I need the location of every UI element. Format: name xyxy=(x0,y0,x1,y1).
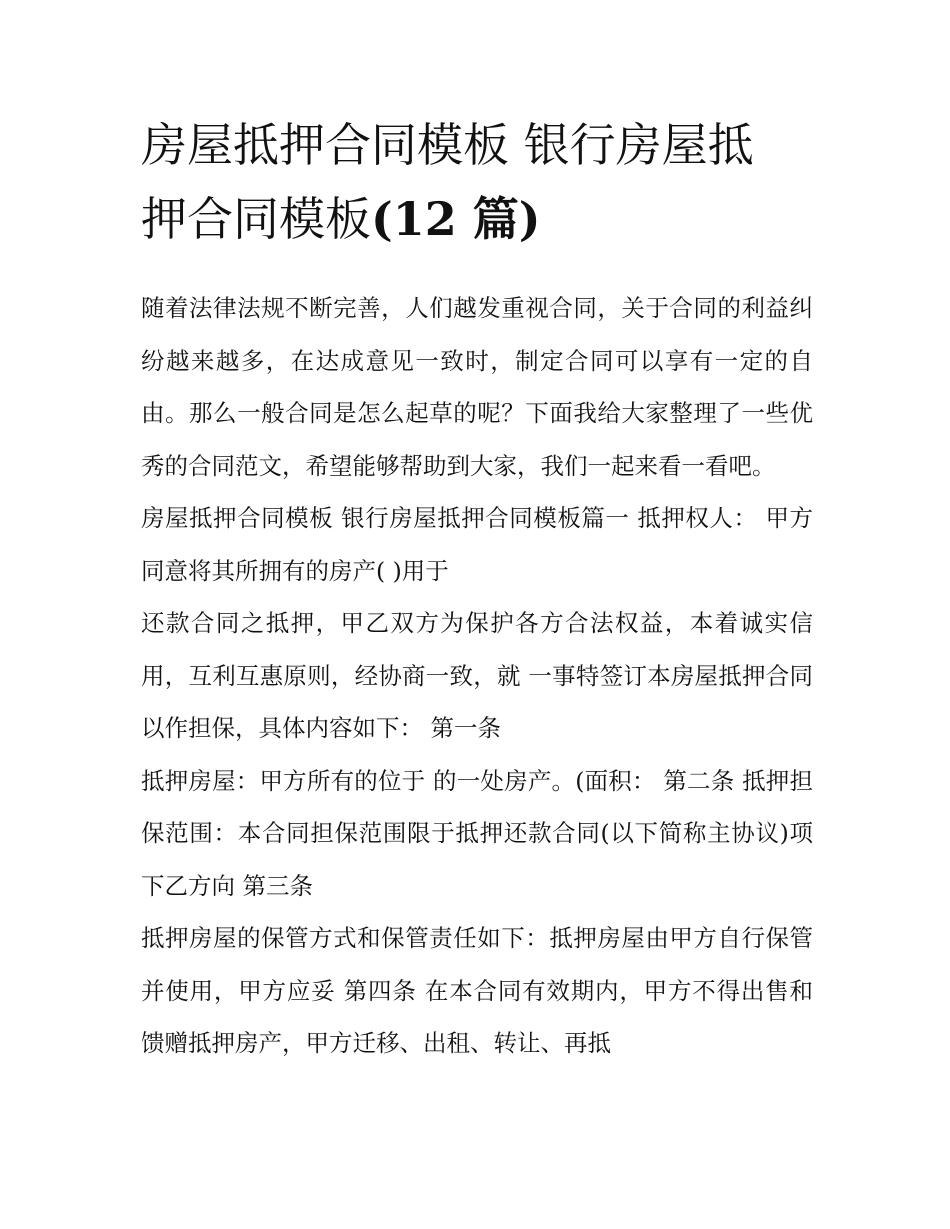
document-title xyxy=(141,108,813,256)
body-paragraph: 抵押房屋：甲方所有的位于 的一处房产。(面积： 第二条 抵押担保范围：本合同担保范围限于抵押还款合同(以下简称主协议)项下乙方向 第三条 xyxy=(141,766,813,900)
document-page xyxy=(141,108,813,1070)
title-line-2: 押合同模板 xyxy=(141,192,371,246)
title-line-1: 房屋抵押合同模板 银行房屋抵 xyxy=(141,118,754,172)
title-count: (12 篇) xyxy=(371,192,541,246)
document-body xyxy=(141,282,813,1070)
body-paragraph: 抵押房屋的保管方式和保管责任如下：抵押房屋由甲方自行保管并使用，甲方应妥 第四条 在本合同有效期内，甲方不得出售和馈赠抵押房产，甲方迁移、出租、转让、再抵 xyxy=(141,924,813,1057)
body-paragraph: 房屋抵押合同模板 银行房屋抵押合同模板篇一 抵押权人： 甲方同意将其所拥有的房产( )用于 xyxy=(141,504,813,585)
intro-paragraph: 随着法律法规不断完善，人们越发重视合同，关于合同的利益纠纷越来越多，在达成意见一致时，制定合同可以享有一定的自由。那么一般合同是怎么起草的呢？下面我给大家整理了一些优秀的合同范文，希望能够帮助到大家，我们一起来看一看吧。 xyxy=(141,294,813,480)
body-paragraph: 还款合同之抵押，甲乙双方为保护各方合法权益，本着诚实信用，互利互惠原则，经协商一致，就 一事特签订本房屋抵押合同以作担保，具体内容如下： 第一条 xyxy=(141,609,813,742)
